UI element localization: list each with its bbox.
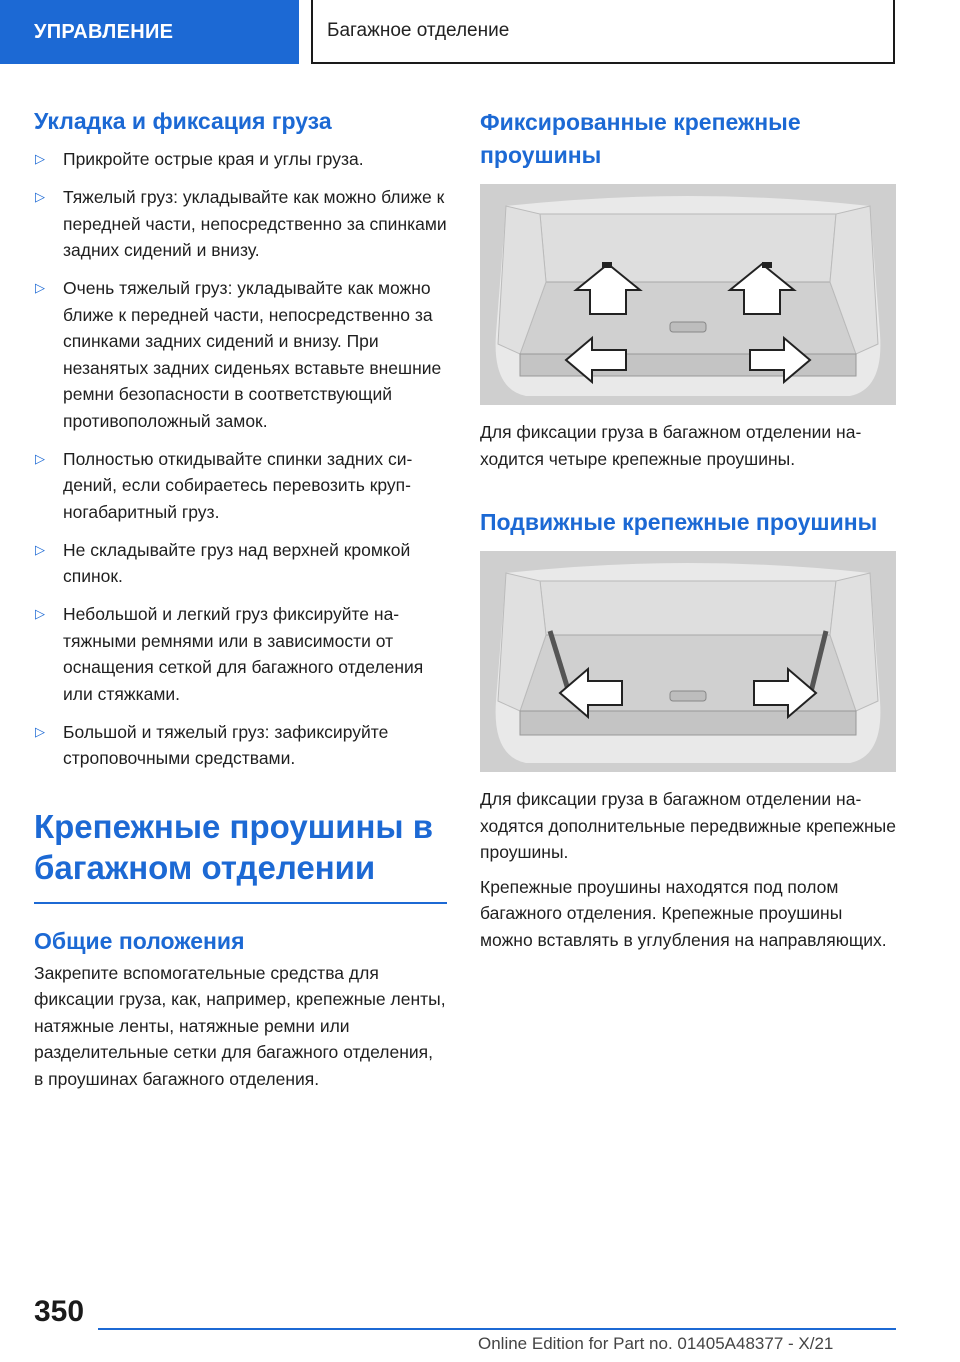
triangle-bullet-icon: ▷	[35, 280, 45, 295]
list-item	[34, 601, 447, 707]
list-item	[34, 719, 447, 772]
trunk-fixed-eyelets-image	[480, 184, 896, 405]
fixed-eyelets-caption: Для фиксации груза в багажном отделении находится четыре крепежные проушины.	[480, 422, 862, 469]
general-heading: Общие положения	[34, 927, 245, 954]
list-item-text: Полностью откидывайте спинки задних сидений, если собираетесь перевозить крупногабаритный груз.	[63, 448, 413, 522]
list-item	[34, 146, 447, 173]
left-column	[34, 106, 447, 1092]
section-tab: УПРАВЛЕНИЕ	[0, 0, 299, 64]
triangle-bullet-icon: ▷	[35, 450, 45, 466]
list-item-text: Не складывайте груз над верхней кромкой спинок.	[63, 539, 411, 586]
list-item-text: Небольшой и легкий груз фиксируйте натяжными ремнями или в зависимости от оснащения сеткой для багажного отделения или стяжками.	[63, 604, 424, 704]
footer-divider	[98, 1328, 896, 1330]
list-item	[34, 184, 447, 264]
section-divider	[34, 902, 447, 904]
chapter-title-box	[311, 0, 895, 64]
movable-eyelets-text: Крепежные проушины находятся под полом багажного отделения. Крепежные проушины можно вставлять в углубления на направляющих.	[480, 876, 887, 950]
footer-edition: Online Edition for Part no. 01405A48377 - X/21	[478, 1334, 834, 1353]
fixed-eyelets-heading: Фиксированные крепежные проушины	[480, 109, 801, 168]
list-item-text: Прикройте острые края и углы груза.	[63, 149, 364, 169]
loading-heading: Укладка и фиксация груза	[34, 108, 332, 134]
triangle-bullet-icon: ▷	[35, 189, 45, 204]
list-item-text: Тяжелый груз: укладывайте как можно ближе к передней части, непосредственно за спинками задних сидений и внизу.	[63, 187, 447, 260]
triangle-bullet-icon: ▷	[35, 723, 45, 739]
loading-bullet-list	[34, 146, 447, 772]
list-item-text: Очень тяжелый груз: укладывайте как можно ближе к передней части, непосредственно за спинками задних сидений и внизу. При незанятых задних сиденьях вставьте внешние ремни безопасности в соответствующий противоположный замок.	[63, 278, 442, 431]
triangle-bullet-icon: ▷	[35, 151, 45, 166]
movable-eyelets-heading: Подвижные крепежные проушины	[480, 509, 878, 535]
list-item-text: Большой и тяжелый груз: зафиксируйте строповочными средствами.	[63, 721, 389, 768]
triangle-bullet-icon: ▷	[35, 606, 45, 621]
movable-eyelets-caption: Для фиксации груза в багажном отделении находятся дополнительные передвижные крепежные проушины.	[480, 789, 896, 862]
general-paragraph: Закрепите вспомогательные средства для фиксации груза, как, например, крепежные ленты, натяжные ленты, натяжные ремни или разделительные сетки для багажного отделения, в проушинах багажного отделения.	[34, 962, 446, 1089]
section-heading: Крепежные проушины в багажном отделении	[34, 807, 434, 886]
page-number: 350	[34, 1295, 85, 1328]
list-item	[34, 275, 447, 434]
trunk-movable-eyelets-image	[480, 551, 896, 772]
list-item	[34, 537, 447, 590]
triangle-bullet-icon: ▷	[35, 541, 45, 557]
chapter-title: Багажное отделение	[327, 20, 510, 41]
list-item	[34, 446, 447, 526]
right-column	[480, 106, 896, 953]
